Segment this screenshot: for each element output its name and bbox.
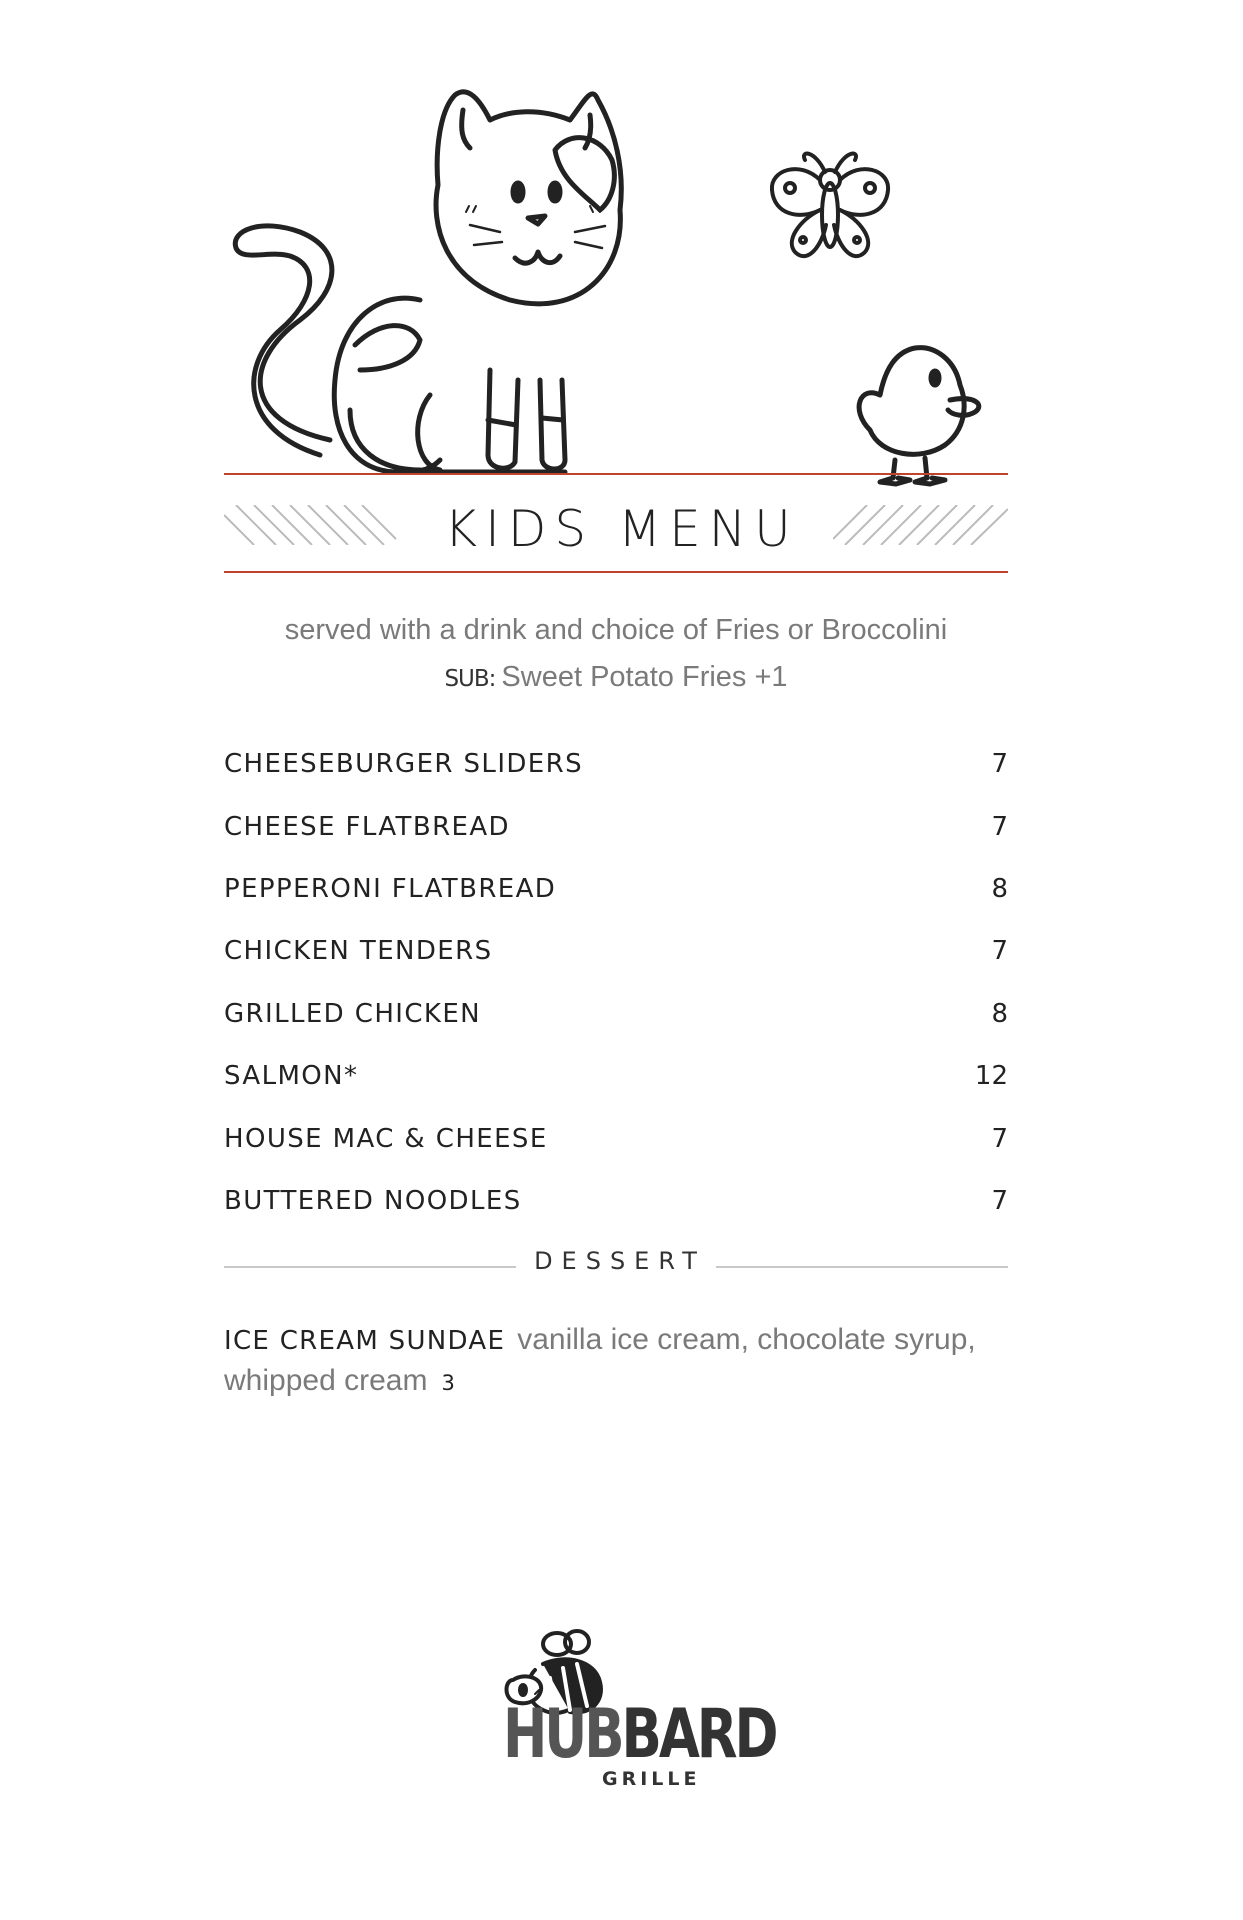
header-illustrations [0, 0, 1243, 500]
page-title: KIDS MENU [444, 500, 799, 558]
dessert-item [224, 1320, 1024, 1403]
item-price: 12 [974, 1061, 1008, 1092]
menu-items-list [224, 733, 1008, 1232]
menu-item [224, 920, 1008, 982]
item-price: 7 [991, 811, 1008, 842]
header-bottom-rule [224, 571, 1008, 573]
menu-item [224, 795, 1008, 857]
dessert-item-description: vanilla ice cream, chocolate syrup, whipped cream [224, 1323, 976, 1397]
dessert-divider-left [224, 1266, 516, 1268]
header-top-rule [224, 473, 1008, 475]
item-name: PEPPERONI FLATBREAD [224, 873, 557, 904]
logo-wordmark: HUBBARD [503, 1695, 776, 1774]
sub-label: SUB: [444, 666, 496, 692]
item-price: 7 [991, 1123, 1008, 1154]
right-hatch-decoration [833, 505, 1008, 545]
menu-item [224, 858, 1008, 920]
item-price: 7 [991, 749, 1008, 780]
item-price: 8 [991, 998, 1008, 1029]
menu-item [224, 983, 1008, 1045]
bird-icon [859, 348, 979, 484]
left-hatch-decoration [224, 505, 399, 545]
item-name: CHEESEBURGER SLIDERS [224, 749, 584, 780]
item-name: BUTTERED NOODLES [224, 1185, 522, 1216]
dessert-item-price: 3 [441, 1371, 455, 1395]
butterfly-icon [772, 154, 888, 257]
cat-icon [235, 92, 621, 472]
logo-subtitle: GRILLE [602, 1768, 701, 1790]
dessert-divider-right [716, 1266, 1008, 1268]
menu-item [224, 733, 1008, 795]
item-name: GRILLED CHICKEN [224, 998, 482, 1029]
item-name: SALMON* [224, 1061, 359, 1092]
item-price: 7 [991, 936, 1008, 967]
served-with-note: served with a drink and choice of Fries or Broccolini [284, 614, 948, 646]
item-name: CHICKEN TENDERS [224, 936, 493, 967]
menu-item [224, 1045, 1008, 1107]
substitution-note [224, 661, 1008, 694]
item-price: 7 [991, 1185, 1008, 1216]
item-price: 8 [991, 873, 1008, 904]
item-name: CHEESE FLATBREAD [224, 811, 510, 842]
dessert-item-name: ICE CREAM SUNDAE [224, 1326, 506, 1356]
menu-item [224, 1170, 1008, 1232]
menu-item [224, 1107, 1008, 1169]
item-name: HOUSE MAC & CHEESE [224, 1123, 548, 1154]
dessert-heading: DESSERT [534, 1247, 706, 1275]
sub-text: Sweet Potato Fries +1 [501, 661, 788, 693]
